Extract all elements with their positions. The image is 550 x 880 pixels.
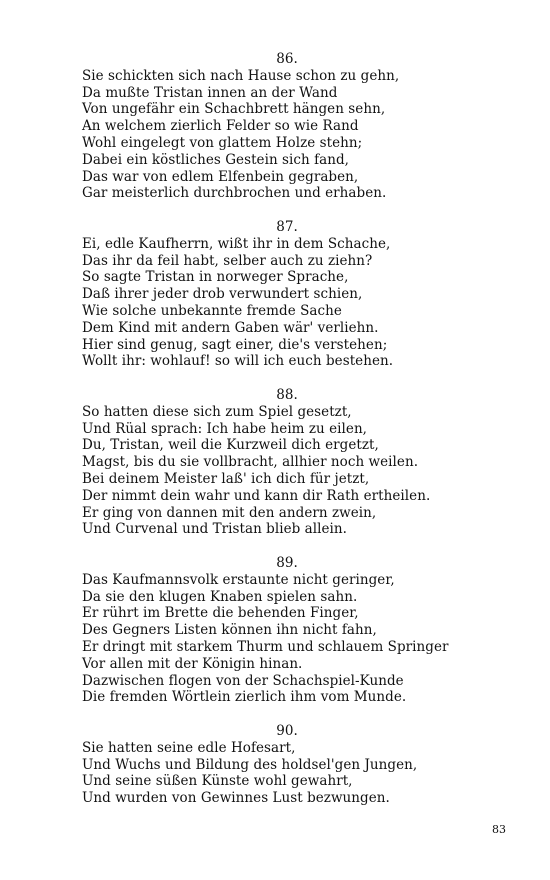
verse-line: Wohl eingelegt von glattem Holze stehn;: [82, 134, 363, 151]
verse-line: Ei, edle Kaufherrn, wißt ihr in dem Schache,: [82, 235, 391, 252]
verse-line: Dem Kind mit andern Gaben wär' verliehn.: [82, 319, 379, 336]
verse-line: Und Rüal sprach: Ich habe heim zu eilen,: [82, 420, 368, 437]
verse-line: Der nimmt dein wahr und kann dir Rath ertheilen.: [82, 487, 431, 504]
verse-line: Und Wuchs und Bildung des holdsel'gen Jungen,: [82, 756, 418, 773]
verse-line: Das Kaufmannsvolk erstaunte nicht geringer,: [82, 571, 395, 588]
verse-line: Hier sind genug, sagt einer, die's verstehen;: [82, 336, 388, 353]
verse-line: Bei deinem Meister laß' ich dich für jetzt,: [82, 470, 370, 487]
verse-line: Das ihr da feil habt, selber auch zu ziehn?: [82, 252, 373, 269]
verse-line: Er dringt mit starkem Thurm und schlauem Springer: [82, 638, 449, 655]
verse-line: Dazwischen flogen von der Schachspiel-Kunde: [82, 672, 404, 689]
verse-line: Und Curvenal und Tristan blieb allein.: [82, 521, 348, 538]
verse-line: Und seine süßen Künste wohl gewahrt,: [82, 773, 353, 790]
page-number: 83: [492, 823, 506, 836]
verse-line: Er rührt im Brette die behenden Finger,: [82, 605, 359, 622]
stanza-88: [82, 387, 522, 538]
verse-line: Sie schickten sich nach Hause schon zu gehn,: [82, 67, 400, 84]
verse-line: Und wurden von Gewinnes Lust bezwungen.: [82, 790, 390, 807]
stanza-86: [82, 51, 522, 202]
verse-line: Da mußte Tristan innen an der Wand: [82, 84, 338, 101]
verse-line: Von ungefähr ein Schachbrett hängen sehn,: [82, 101, 386, 118]
verse-line: Da sie den klugen Knaben spielen sahn.: [82, 588, 358, 605]
verse-line: Gar meisterlich durchbrochen und erhaben.: [82, 185, 387, 202]
stanza-87: [82, 219, 522, 370]
verse-line: Er ging von dannen mit den andern zwein,: [82, 504, 377, 521]
verse-line: Daß ihrer jeder drob verwundert schien,: [82, 286, 363, 303]
verse-line: Vor allen mit der Königin hinan.: [82, 655, 303, 672]
verse-line: Das war von edlem Elfenbein gegraben,: [82, 168, 359, 185]
verse-line: So hatten diese sich zum Spiel gesetzt,: [82, 403, 352, 420]
stanza-90: [82, 723, 522, 807]
verse-line: Sie hatten seine edle Hofesart,: [82, 739, 296, 756]
stanza-number: 90.: [276, 723, 298, 739]
verse-line: Dabei ein köstliches Gestein sich fand,: [82, 151, 349, 168]
verse-line: So sagte Tristan in norweger Sprache,: [82, 269, 349, 286]
verse-line: Magst, bis du sie vollbracht, allhier noch weilen.: [82, 454, 419, 471]
stanza-number: 87.: [276, 219, 298, 235]
verse-line: Wie solche unbekannte fremde Sache: [82, 302, 342, 319]
stanza-number: 86.: [276, 51, 298, 67]
verse-line: Des Gegners Listen können ihn nicht fahn,: [82, 622, 377, 639]
verse-line: Wollt ihr: wohlauf! so will ich euch bestehen.: [82, 353, 394, 370]
stanza-number: 89.: [276, 555, 298, 571]
verse-line: An welchem zierlich Felder so wie Rand: [82, 118, 359, 135]
stanza-89: [82, 555, 522, 706]
verse-line: Du, Tristan, weil die Kurzweil dich ergetzt,: [82, 437, 379, 454]
verse-line: Die fremden Wörtlein zierlich ihm vom Munde.: [82, 689, 407, 706]
stanza-number: 88.: [276, 387, 298, 403]
